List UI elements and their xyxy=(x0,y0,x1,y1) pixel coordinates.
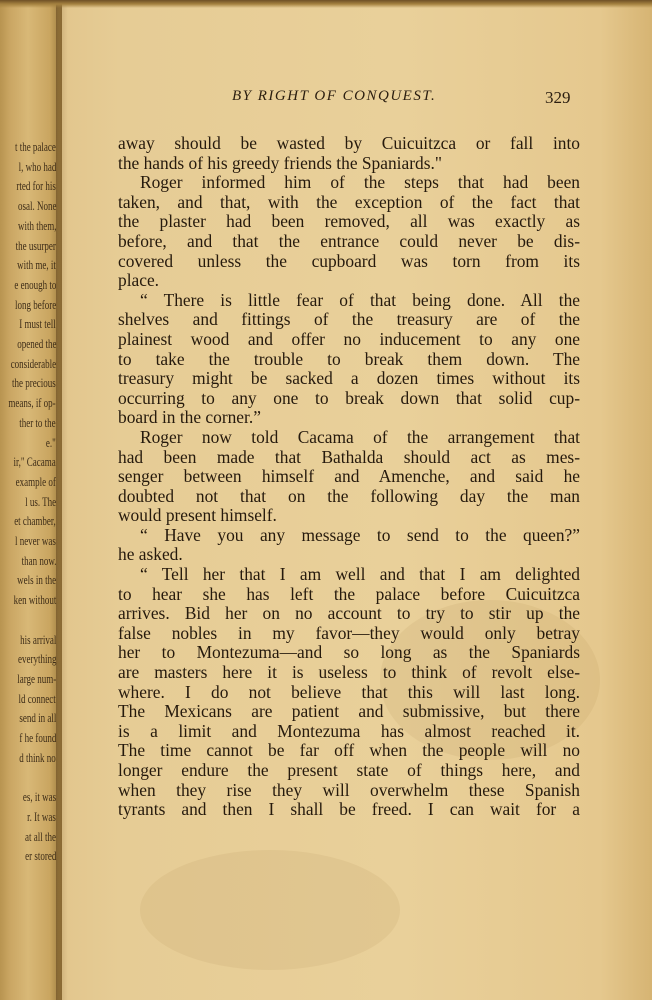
text-line: “ Tell her that I am well and that I am delighted xyxy=(140,564,580,585)
text-line: The time cannot be far off when the people will no xyxy=(118,740,580,761)
previous-page-fragment: ir," Cacama xyxy=(13,455,56,470)
previous-page-fragment: e enough to xyxy=(14,277,56,292)
previous-page-fragment: ld connect xyxy=(18,691,56,706)
previous-page-fragment: t the palace xyxy=(15,140,56,154)
previous-page-fragment: et chamber, xyxy=(14,514,56,529)
text-line: he asked. xyxy=(118,544,183,565)
text-line: taken, and that, with the exception of the fact that xyxy=(118,191,580,212)
text-line: is a limit and Montezuma has almost reached it. xyxy=(118,720,580,741)
text-line: plainest wood and offer no inducement to any one xyxy=(118,328,580,349)
text-line: where. I do not believe that this will last long. xyxy=(118,681,580,702)
previous-page-fragment: l never was xyxy=(15,534,56,548)
previous-page-fragment: rted for his xyxy=(16,179,56,194)
text-line: the plaster had been removed, all was exactly as xyxy=(118,211,580,232)
previous-page-fragment: send in all xyxy=(18,711,56,726)
previous-page-fragment: I must tell xyxy=(19,317,56,332)
text-line: to take the trouble to break them down. The xyxy=(118,348,580,369)
previous-page-fragment: everything xyxy=(17,652,56,667)
previous-page-fragment: with me, it xyxy=(17,258,56,273)
text-line: the hands of his greedy friends the Spaniards." xyxy=(118,152,442,173)
text-line: place. xyxy=(118,270,160,291)
text-line: away should be wasted by Cuicuitzca or fall into xyxy=(118,133,580,153)
text-line: when they rise they will overwhelm these Spanish xyxy=(118,779,580,800)
text-line: The Mexicans are patient and submissive, but there xyxy=(118,701,580,722)
previous-page-fragment: l, who had xyxy=(18,159,56,174)
text-line: had been made that Bathalda should act as mes- xyxy=(118,446,580,467)
text-line: occurring to any one to break down that solid cup- xyxy=(118,387,580,408)
text-line: board in the corner.” xyxy=(118,407,261,428)
paper-stain xyxy=(140,850,400,970)
previous-page-fragment: his arrival xyxy=(19,632,56,647)
previous-page-fragment: l us. The xyxy=(24,494,56,509)
previous-page-fragment: than now. xyxy=(21,553,56,568)
previous-page-fragment: example of xyxy=(15,474,56,489)
previous-page-fragment: e." xyxy=(46,435,56,450)
text-line: are masters here it is useless to think of revolt else- xyxy=(118,662,580,683)
previous-page-fragment: osal. None xyxy=(17,199,56,214)
text-line: tyrants and then I shall be freed. I can wait for a xyxy=(118,799,580,820)
gutter-shadow xyxy=(56,0,68,1000)
running-title: BY RIGHT OF CONQUEST. xyxy=(232,88,437,104)
text-line: her to Montezuma—and so long as the Spaniards xyxy=(118,642,580,663)
previous-page-fragment: considerable xyxy=(10,356,56,371)
text-line: senger between himself and Amenche, and said he xyxy=(118,466,580,487)
previous-page-fragment: r. It was xyxy=(27,809,56,824)
previous-page-edge xyxy=(0,0,62,1000)
previous-page-fragment: at all the xyxy=(25,829,56,844)
text-line: “ There is little fear of that being done. All the xyxy=(140,289,580,310)
text-line: shelves and fittings of the treasury are of the xyxy=(118,309,580,330)
previous-page-fragment: er stored xyxy=(24,849,56,864)
previous-page-fragment: ther to the xyxy=(19,415,56,430)
text-line: would present himself. xyxy=(118,505,277,526)
text-line: treasury might be sacked a dozen times without its xyxy=(118,368,580,389)
text-line: false nobles in my favor—they would only betray xyxy=(118,622,580,643)
page-body xyxy=(118,134,580,820)
previous-page-fragment: the usurper xyxy=(15,238,56,253)
previous-page-fragment: wels in the xyxy=(16,573,56,588)
text-line: to hear she has left the palace before Cuicuitzca xyxy=(118,583,580,604)
page-number: 329 xyxy=(545,88,571,107)
previous-page-fragment: d think no xyxy=(19,750,56,765)
previous-page-fragment: large num- xyxy=(16,671,56,686)
text-line: arrives. Bid her on no account to try to stir up the xyxy=(118,603,580,624)
text-line: “ Have you any message to send to the queen?” xyxy=(140,524,580,545)
text-line: doubted not that on the following day the man xyxy=(118,485,580,506)
text-line: Roger informed him of the steps that had been xyxy=(140,172,580,193)
previous-page-fragment: the precious xyxy=(12,376,56,391)
previous-page-fragment: with them, xyxy=(17,218,56,233)
previous-page-fragment: long before xyxy=(14,297,56,312)
text-line: Roger now told Cacama of the arrangement that xyxy=(140,426,580,447)
page-header xyxy=(0,88,652,112)
text-line: longer endure the present state of things here, and xyxy=(118,760,580,780)
book-top-edge xyxy=(0,0,652,8)
previous-page-fragment: ken without xyxy=(13,593,56,608)
previous-page-fragment: opened the xyxy=(16,337,56,351)
text-line: covered unless the cupboard was torn from its xyxy=(118,250,580,271)
previous-page-fragment: f he found xyxy=(19,731,56,745)
previous-page-fragment: es, it was xyxy=(22,790,56,805)
text-line: before, and that the entrance could never be dis- xyxy=(118,230,580,251)
previous-page-fragment: means, if op- xyxy=(8,396,56,411)
